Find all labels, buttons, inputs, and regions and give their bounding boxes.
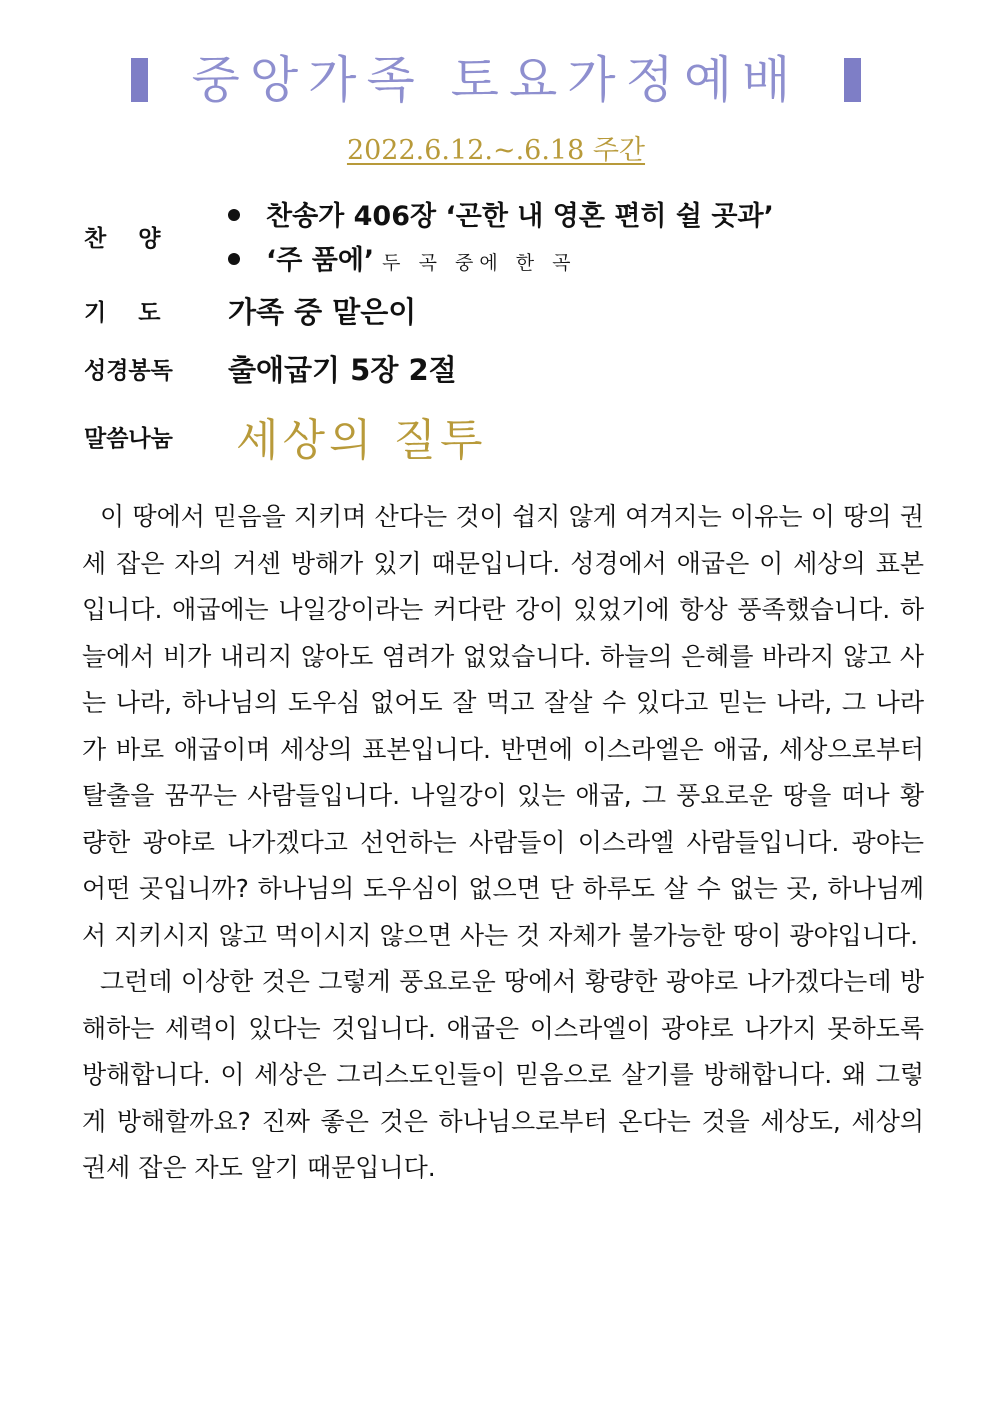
reading-text: 출애굽기 5장 2절 <box>228 353 457 387</box>
hymn-2-text: ‘주 품에’ <box>266 245 375 276</box>
hymn-1-text: 찬송가 406장 ‘곤한 내 영혼 편히 쉴 곳과’ <box>266 201 774 232</box>
sermon-title: 세상의 질투 <box>236 415 487 466</box>
prayer-text: 가족 중 맡은이 <box>228 295 417 329</box>
paragraph-1: 이 땅에서 믿음을 지키며 산다는 것이 쉽지 않게 여겨지는 이유는 이 땅의 권세 잡은 자의 거센 방해가 있기 때문입니다. 성경에서 애굽은 이 세상의 표본입니다. 애굽에는 나일강이라는 커다란 강이 있었기에 항상 풍족했습니다. 하늘에서 비가 내리지 않아도 염려가 없었습니다. 하늘의 은혜를 바라지 않고 사는 나라, 하나님의 도우심 없어도 잘 먹고 잘살 수 있다고 믿는 나라, 그 나라가 바로 애굽이며 세상의 표본입니다. 반면에 이스라엘은 애굽, 세상으로부터 탈출을 꿈꾸는 사람들입니다. 나일강이 있는 애굽, 그 풍요로운 땅을 떠나 황량한 광야로 나가겠다고 선언하는 사람들이 이스라엘 사람들입니다. 광야는 어떤 곳입니까? 하나님의 도우심이 없으면 단 하루도 살 수 없는 곳, 하나님께서 지키시지 않고 먹이시지 않으면 사는 것 자체가 불가능한 땅이 광야입니다. <box>82 502 924 950</box>
hymn-label: 찬 양 <box>84 226 161 252</box>
sermon-body <box>82 494 924 1192</box>
hymn-item-1 <box>228 194 774 233</box>
hymn-2-note: 두 곡 중에 한 곡 <box>382 252 577 274</box>
page-title: 중앙가족 토요가정예배 <box>191 51 801 109</box>
reading-label: 성경봉독 <box>84 358 173 384</box>
date-subtitle: 2022.6.12.~.6.18 주간 <box>346 135 646 166</box>
title-bar-left <box>131 58 148 102</box>
bullet-icon <box>228 253 240 265</box>
sermon-label: 말씀나눔 <box>84 426 173 452</box>
hymn-item-2 <box>228 238 576 277</box>
prayer-label: 기 도 <box>84 300 161 326</box>
title-row <box>0 48 992 112</box>
bullet-icon <box>228 209 240 221</box>
paragraph-2: 그런데 이상한 것은 그렇게 풍요로운 땅에서 황량한 광야로 나가겠다는데 방해하는 세력이 있다는 것입니다. 애굽은 이스라엘이 광야로 나가지 못하도록 방해합니다. 이 세상은 그리스도인들이 믿음으로 살기를 방해합니다. 왜 그렇게 방해할까요? 진짜 좋은 것은 하나님으로부터 온다는 것을 세상도, 세상의 권세 잡은 자도 알기 때문입니다. <box>82 967 924 1182</box>
title-bar-right <box>844 58 861 102</box>
